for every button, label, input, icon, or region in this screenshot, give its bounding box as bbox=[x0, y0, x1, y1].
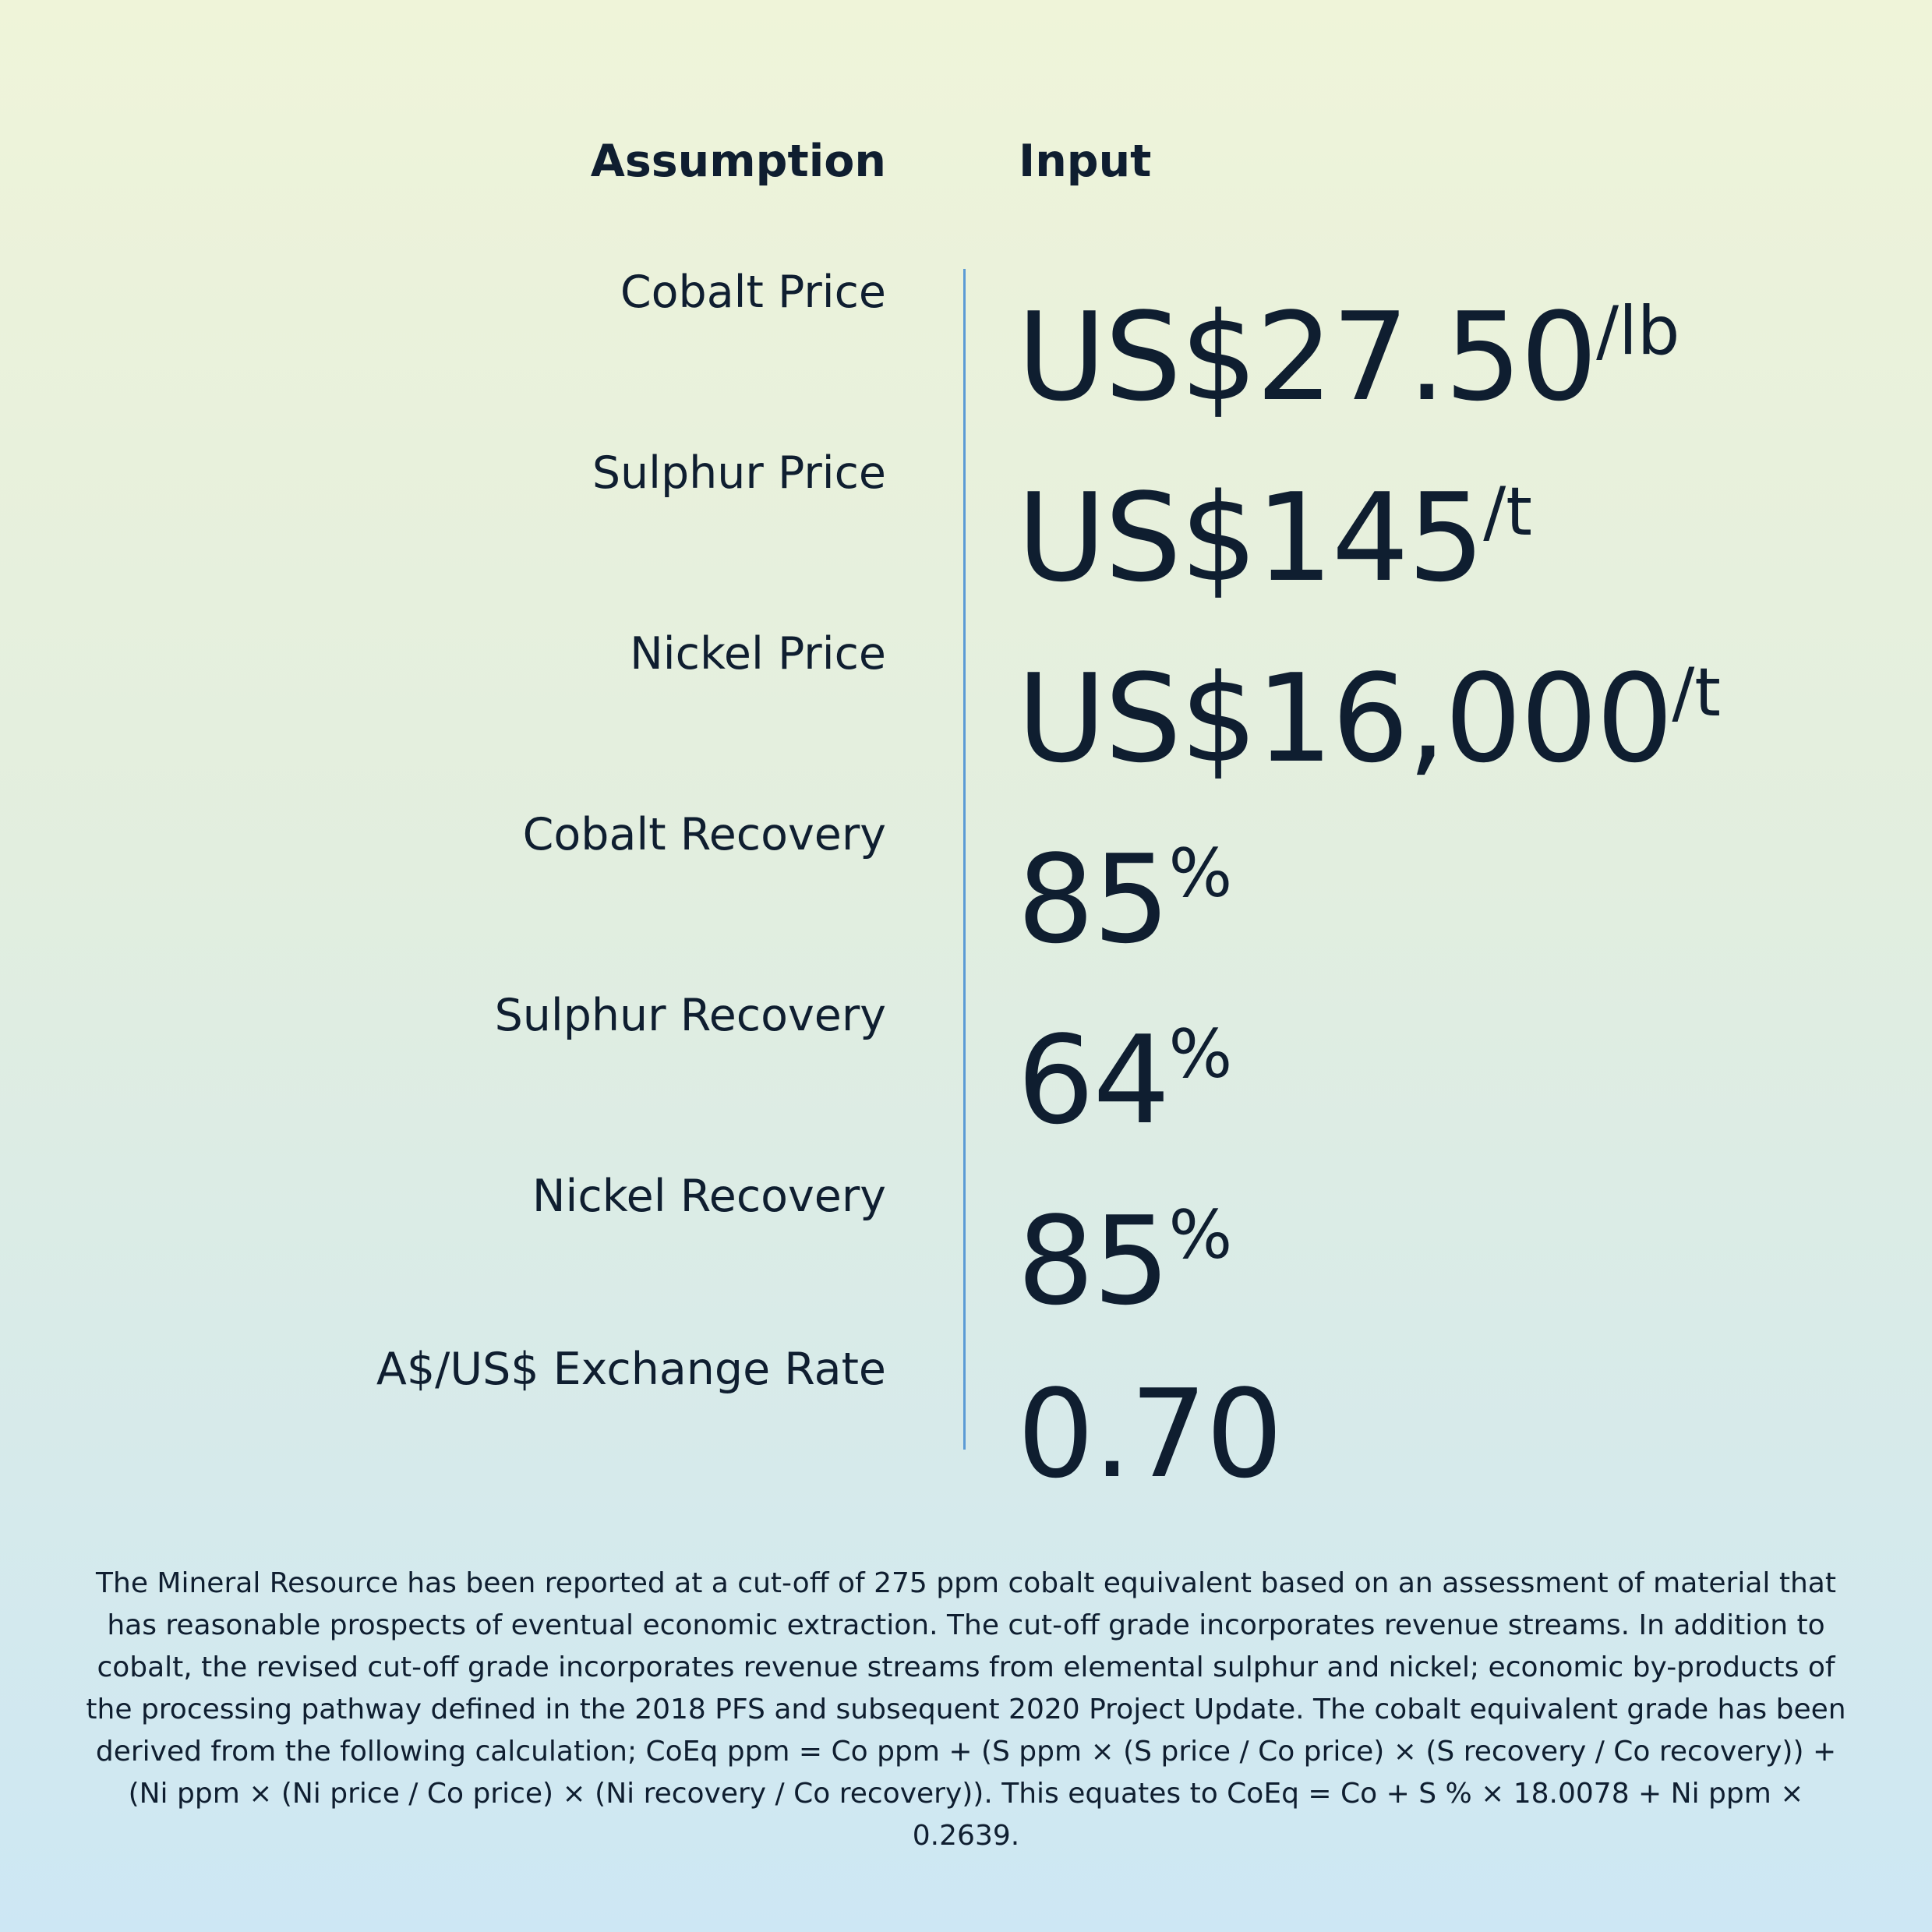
input-value bbox=[1017, 627, 1722, 789]
row-nickel-recovery bbox=[0, 1169, 1932, 1332]
row-exchange-rate bbox=[0, 1342, 1932, 1505]
input-value bbox=[1017, 807, 1233, 970]
value-number: 85 bbox=[1017, 1190, 1169, 1332]
value-unit: % bbox=[1168, 1196, 1233, 1274]
assumption-label: Sulphur Recovery bbox=[494, 990, 886, 1041]
value-unit: % bbox=[1168, 1015, 1233, 1093]
row-cobalt-recovery bbox=[0, 807, 1932, 970]
input-value bbox=[1017, 446, 1532, 609]
input-value bbox=[1017, 265, 1680, 428]
assumption-label: Cobalt Recovery bbox=[522, 809, 886, 860]
value-unit: /t bbox=[1483, 473, 1532, 551]
value-number: US$145 bbox=[1017, 467, 1484, 609]
value-number: 0.70 bbox=[1017, 1363, 1282, 1505]
assumption-label: A$/US$ Exchange Rate bbox=[376, 1344, 886, 1395]
input-value bbox=[1017, 1169, 1233, 1332]
assumption-column-header: Assumption bbox=[590, 136, 886, 187]
input-column-header: Input bbox=[1019, 136, 1152, 187]
value-number: US$27.50 bbox=[1017, 286, 1597, 428]
input-value bbox=[1017, 1342, 1282, 1505]
assumption-label: Nickel Recovery bbox=[532, 1171, 886, 1222]
input-value bbox=[1017, 988, 1233, 1151]
assumption-label: Nickel Price bbox=[630, 628, 886, 680]
value-unit: % bbox=[1168, 835, 1233, 913]
row-cobalt-price bbox=[0, 265, 1932, 428]
value-unit: /t bbox=[1672, 654, 1722, 732]
row-sulphur-recovery bbox=[0, 988, 1932, 1151]
row-nickel-price bbox=[0, 627, 1932, 789]
value-number: US$16,000 bbox=[1017, 648, 1672, 789]
row-sulphur-price bbox=[0, 446, 1932, 609]
value-number: 64 bbox=[1017, 1009, 1169, 1151]
assumption-label: Sulphur Price bbox=[592, 447, 886, 499]
assumption-label: Cobalt Price bbox=[620, 267, 886, 318]
value-unit: /lb bbox=[1596, 292, 1680, 370]
value-number: 85 bbox=[1017, 828, 1169, 970]
footnote-text: The Mineral Resource has been reported at a cut-off of 275 ppm cobalt equivalent based on an assessment of material that has reasonable prospects of eventual economic extraction. The cut-off grade incorporates revenue streams. In addition to cobalt, the revised cut-off grade incorporates revenue streams from elemental sulphur and nickel; economic by-products of the processing pathway defined in the 2018 PFS and subsequent 2020 Project Update. The cobalt equivalent grade has been derived from the following calculation; CoEq ppm = Co ppm + (S ppm × (S price / Co price) × (S recovery / Co recovery)) + (Ni ppm × (Ni price / Co price) × (Ni recovery / Co recovery)). This equates to CoEq = Co + S % × 18.0078 + Ni ppm × 0.2639. bbox=[86, 1567, 1846, 1852]
